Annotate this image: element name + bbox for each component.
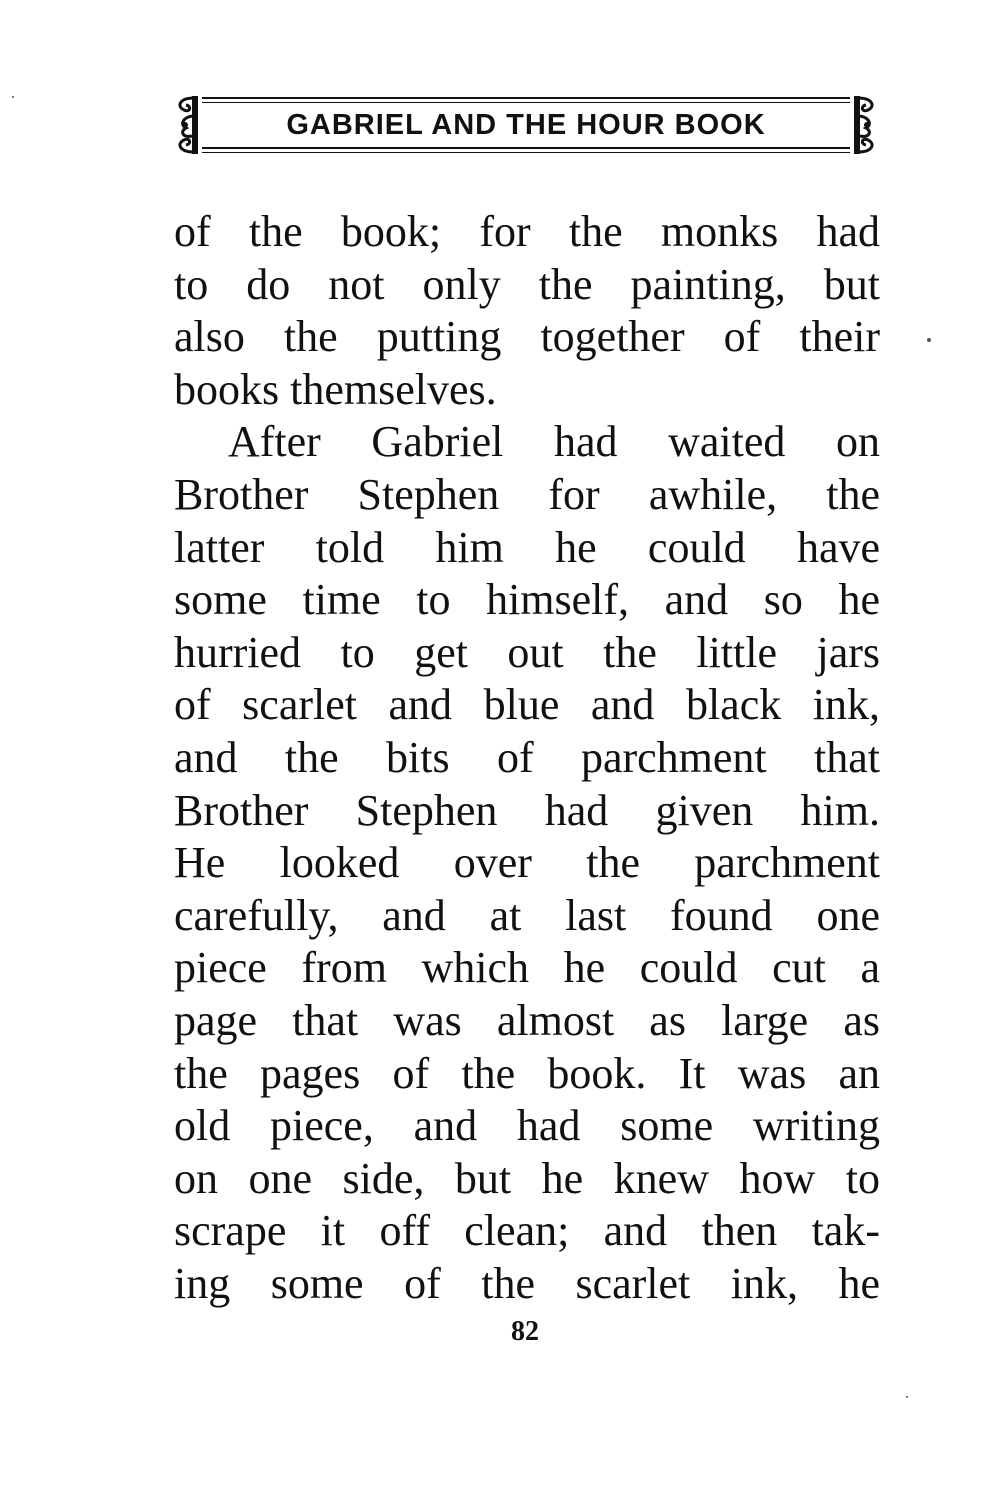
text-line: and the bits of parchment that — [174, 732, 880, 782]
text-line: Brother Stephen for awhile, the — [174, 469, 880, 519]
header-bottom-rule-thin — [202, 152, 850, 153]
text-line: of scarlet and blue and black ink, — [174, 680, 880, 730]
page-number: 82 — [511, 1316, 539, 1347]
text-line: of the book; for the monks had — [174, 207, 880, 256]
running-header — [172, 88, 880, 162]
text-line: some time to himself, and so he — [174, 575, 880, 625]
text-line: ing some of the scarlet ink, he — [174, 1258, 880, 1308]
text-line: on one side, but he knew how to — [174, 1153, 880, 1203]
text-line: to do not only the painting, but — [174, 259, 880, 309]
text-line: books themselves. — [174, 364, 497, 414]
text-line: the pages of the book. It was an — [174, 1048, 880, 1098]
right-scroll-ornament-icon — [846, 92, 880, 158]
text-line: latter told him he could have — [174, 522, 880, 572]
text-line: piece from which he could cut a — [174, 943, 880, 993]
text-line: old piece, and had some writing — [174, 1101, 880, 1151]
text-line: scrape it off clean; and then tak- — [174, 1206, 880, 1256]
text-line: also the putting together of their — [174, 312, 880, 362]
left-scroll-ornament-icon — [172, 92, 206, 158]
paper-speck — [927, 338, 931, 342]
text-line: He looked over the parchment — [174, 838, 880, 888]
paper-speck — [906, 1396, 908, 1398]
text-line: hurried to get out the little jars — [174, 627, 880, 677]
header-bottom-rule — [202, 147, 850, 149]
body-text — [174, 206, 880, 1310]
text-line: carefully, and at last found one — [174, 890, 880, 940]
header-top-rule-thin — [202, 102, 850, 103]
paper-speck — [12, 96, 14, 98]
text-line: After Gabriel had waited on — [228, 417, 880, 467]
header-top-rule — [202, 97, 850, 99]
text-line: Brother Stephen had given him. — [174, 785, 880, 835]
text-line: page that was almost as large as — [174, 995, 880, 1045]
running-title: GABRIEL AND THE HOUR BOOK — [286, 109, 766, 141]
